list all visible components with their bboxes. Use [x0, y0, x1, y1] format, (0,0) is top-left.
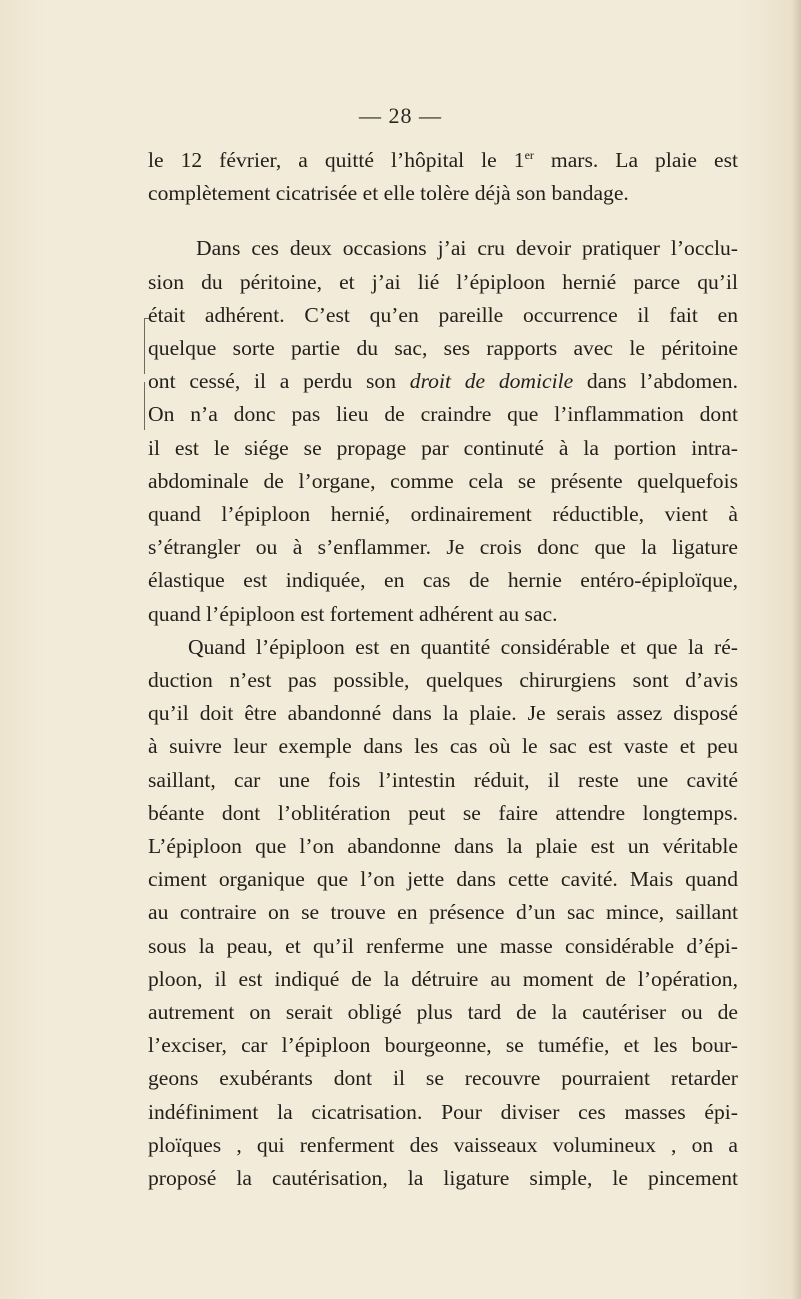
text-line — [148, 1098, 738, 1126]
text-segment: le 12 février, a quitté l’hôpital le 1 — [148, 148, 525, 172]
text-segment: ploon, il est indiqué de la détruire au moment de l’opération, — [148, 966, 738, 991]
text-segment: autrement on serait obligé plus tard de la cautériser ou de — [148, 1000, 738, 1024]
text-segment: quand l’épiploon est fortement adhérent au sac. — [148, 601, 558, 626]
text-segment: ont cessé, il a perdu son — [148, 369, 410, 394]
page-number: — 28 — — [359, 103, 442, 128]
text-segment: quelque sorte partie du sac, ses rapports avec le péritoine — [148, 336, 738, 360]
text-line — [148, 400, 738, 428]
text-line — [148, 998, 738, 1026]
text-segment: indéfiniment la cicatrisation. Pour diviser ces masses épi- — [148, 1099, 738, 1124]
text-line — [148, 367, 738, 395]
text-segment: proposé la cautérisation, la ligature simple, le pincement — [148, 1166, 738, 1190]
margin-pencil-mark-lower — [144, 382, 145, 430]
text-line — [148, 699, 738, 727]
text-segment: abdominale de l’organe, comme cela se présente quelquefois — [148, 468, 738, 493]
text-line — [148, 268, 738, 296]
text-segment: ciment organique que l’on jette dans cette cavité. Mais quand — [148, 867, 738, 892]
text-line — [148, 898, 738, 926]
text-segment: sous la peau, et qu’il renferme une masse considérable d’épi- — [148, 933, 738, 958]
text-line — [148, 600, 738, 628]
text-line — [148, 500, 738, 528]
text-line — [148, 334, 738, 362]
text-line — [148, 566, 738, 594]
text-line — [148, 434, 738, 462]
text-segment: béante dont l’oblitération peut se faire attendre longtemps. — [148, 800, 738, 825]
text-segment: à suivre leur exemple dans les cas où le sac est vaste et peu — [148, 734, 738, 759]
text-line — [148, 832, 738, 860]
text-segment: geons exubérants dont il se recouvre pourraient retarder — [148, 1066, 738, 1091]
text-segment: qu’il doit être abandonné dans la plaie. Je serais assez disposé — [148, 701, 738, 726]
text-segment: mars. La plaie est — [533, 148, 738, 172]
text-line — [148, 146, 738, 174]
text-line — [196, 234, 738, 262]
text-segment: L’épiploon que l’on abandonne dans la plaie est un véritable — [148, 834, 738, 858]
text-line — [148, 932, 738, 960]
margin-pencil-mark — [144, 318, 145, 374]
page-edge-shadow — [791, 0, 801, 1299]
text-line — [148, 965, 738, 993]
text-segment: Dans ces deux occasions j’ai cru devoir pratiquer l’occlu- — [196, 236, 738, 261]
text-line — [148, 666, 738, 694]
text-line — [148, 766, 738, 794]
text-line — [148, 1064, 738, 1092]
text-line — [148, 732, 738, 760]
text-segment: s’étrangler ou à s’enflammer. Je crois donc que la ligature — [148, 535, 738, 560]
text-segment: On n’a donc pas lieu de craindre que l’inflammation dont — [148, 402, 738, 427]
text-line — [148, 467, 738, 495]
superscript: er — [524, 148, 534, 162]
text-segment: sion du péritoine, et j’ai lié l’épiploon hernié parce qu’il — [148, 269, 738, 294]
text-segment: au contraire on se trouve en présence d’un sac mince, saillant — [148, 900, 738, 925]
text-line — [148, 1131, 738, 1159]
text-segment: Quand l’épiploon est en quantité considérable et que la ré- — [188, 634, 738, 659]
text-segment: élastique est indiquée, en cas de hernie entéro-épiploïque, — [148, 568, 738, 593]
text-line — [148, 1164, 738, 1192]
text-segment: duction n’est pas possible, quelques chirurgiens sont d’avis — [148, 668, 738, 692]
text-line — [188, 633, 738, 661]
text-segment: quand l’épiploon hernié, ordinairement réductible, vient à — [148, 502, 738, 526]
text-segment: l’exciser, car l’épiploon bourgeonne, se tuméfie, et les bour- — [148, 1033, 738, 1058]
text-segment: était adhérent. C’est qu’en pareille occurrence il fait en — [148, 302, 738, 327]
text-segment: saillant, car une fois l’intestin réduit, il reste une cavité — [148, 767, 738, 792]
italic-phrase: droit de domicile — [409, 369, 574, 394]
text-line — [148, 1031, 738, 1059]
text-segment: complètement cicatrisée et elle tolère déjà son bandage. — [148, 181, 629, 206]
text-line — [148, 865, 738, 893]
text-line — [148, 301, 738, 329]
text-segment: ploïques , qui renferment des vaisseaux volumineux , on a — [148, 1132, 738, 1157]
text-segment: dans l’abdomen. — [573, 369, 738, 394]
text-line — [148, 533, 738, 561]
text-line — [148, 179, 738, 207]
text-segment: il est le siége se propage par continuté à la portion intra- — [148, 435, 738, 460]
text-line — [148, 799, 738, 827]
